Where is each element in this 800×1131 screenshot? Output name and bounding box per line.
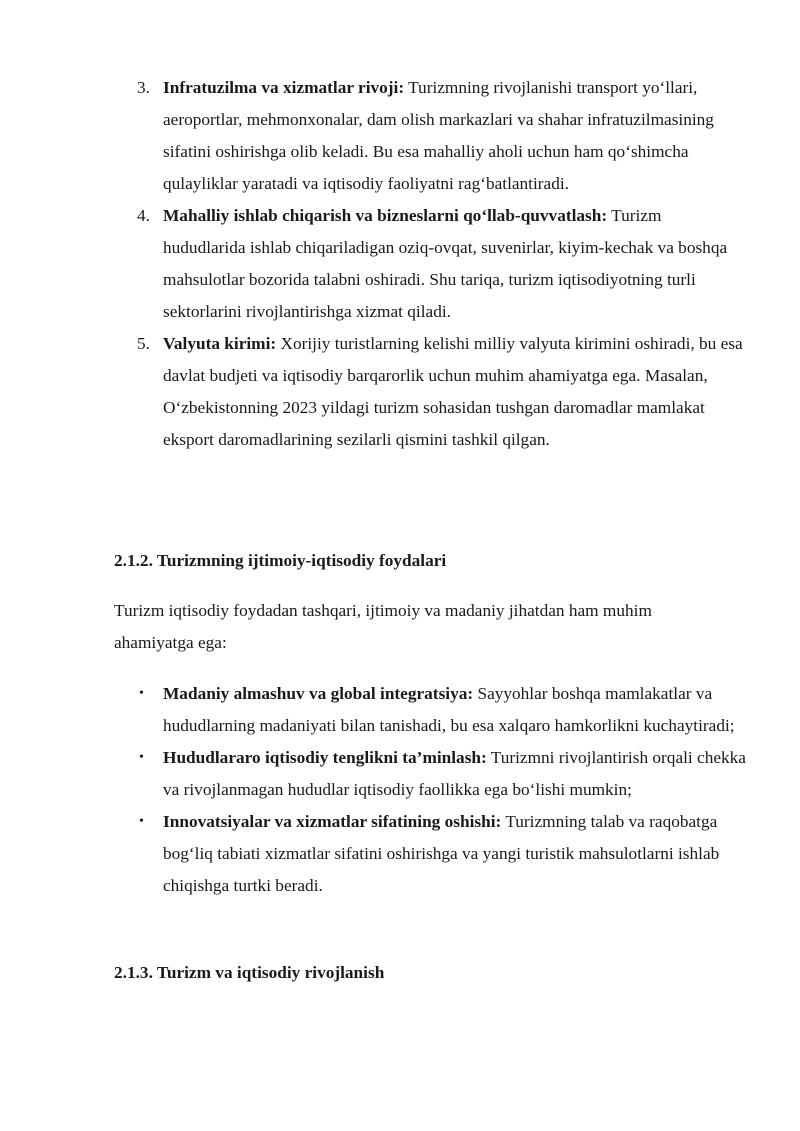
list-item <box>137 72 747 200</box>
list-item-title: Infratuzilma va xizmatlar rivoji: <box>163 78 405 97</box>
list-item-text: Turizm hududlarida ishlab chiqariladigan oziq-ovqat, suvenirlar, kiyim-kechak va boshqa mahsulotlar bozorida talabni oshiradi. Shu tariqa, turizm iqtisodiyotning turli sektorlarini rivojlantirishga xizmat qiladi. <box>163 206 728 321</box>
bullet-marker: • <box>139 686 144 701</box>
list-number: 5. <box>137 334 150 353</box>
bullet-item-title: Innovatsiyalar va xizmatlar sifatining oshishi: <box>163 812 502 831</box>
bullet-item-text: Sayyohlar boshqa mamlakatlar va hududlarning madaniyati bilan tanishadi, bu esa xalqaro hamkorlikni kuchaytiradi; <box>163 684 735 735</box>
bullet-item-text: Turizmni rivojlantirish orqali chekka va rivojlanmagan hududlar iqtisodiy faollikka ega bo‘lishi mumkin; <box>163 748 746 799</box>
section-intro-paragraph: Turizm iqtisodiy foydadan tashqari, ijtimoiy va madaniy jihatdan ham muhim ahamiyatga ega: <box>114 601 652 652</box>
list-item <box>137 328 747 456</box>
list-item-text: Turizmning rivojlanishi transport yo‘llari, aeroportlar, mehmonxonalar, dam olish markazlari va shahar infratuzilmasining sifatini oshirishga olib keladi. Bu esa mahalliy aholi uchun ham qo‘shimcha qulayliklar yaratadi va iqtisodiy faoliyatni rag‘batlantiradi. <box>163 78 714 193</box>
bullet-item-text: Turizmning talab va raqobatga bog‘liq tabiati xizmatlar sifatini oshirishga va yangi turistik mahsulotlarni ishlab chiqishga turtki beradi. <box>163 812 720 895</box>
section-heading-2-1-2: 2.1.2. Turizmning ijtimoiy-iqtisodiy foydalari <box>114 551 447 570</box>
list-item-title: Valyuta kirimi: <box>163 334 277 353</box>
bullet-marker: • <box>139 814 144 829</box>
list-item-text: Xorijiy turistlarning kelishi milliy valyuta kirimini oshiradi, bu esa davlat budjeti va iqtisodiy barqarorlik uchun muhim ahamiyatga ega. Masalan, O‘zbekistonning 2023 yildagi turizm sohasidan tushgan daromadlar mamlakat eksport daromadlarining sezilarli qismini tashkil qilgan. <box>163 334 743 449</box>
list-number: 4. <box>137 206 150 225</box>
bullet-list <box>137 678 747 902</box>
bullet-item-title: Madaniy almashuv va global integratsiya: <box>163 684 474 703</box>
section-heading-2-1-3: 2.1.3. Turizm va iqtisodiy rivojlanish <box>114 963 385 982</box>
bullet-marker: • <box>139 750 144 765</box>
list-number: 3. <box>137 78 150 97</box>
bullet-item <box>137 742 747 806</box>
numbered-list <box>137 72 747 456</box>
list-item <box>137 200 747 328</box>
list-item-title: Mahalliy ishlab chiqarish va bizneslarni qo‘llab-quvvatlash: <box>163 206 608 225</box>
bullet-item <box>137 806 747 902</box>
bullet-item-title: Hududlararo iqtisodiy tenglikni ta’minlash: <box>163 748 487 767</box>
bullet-item <box>137 678 747 742</box>
